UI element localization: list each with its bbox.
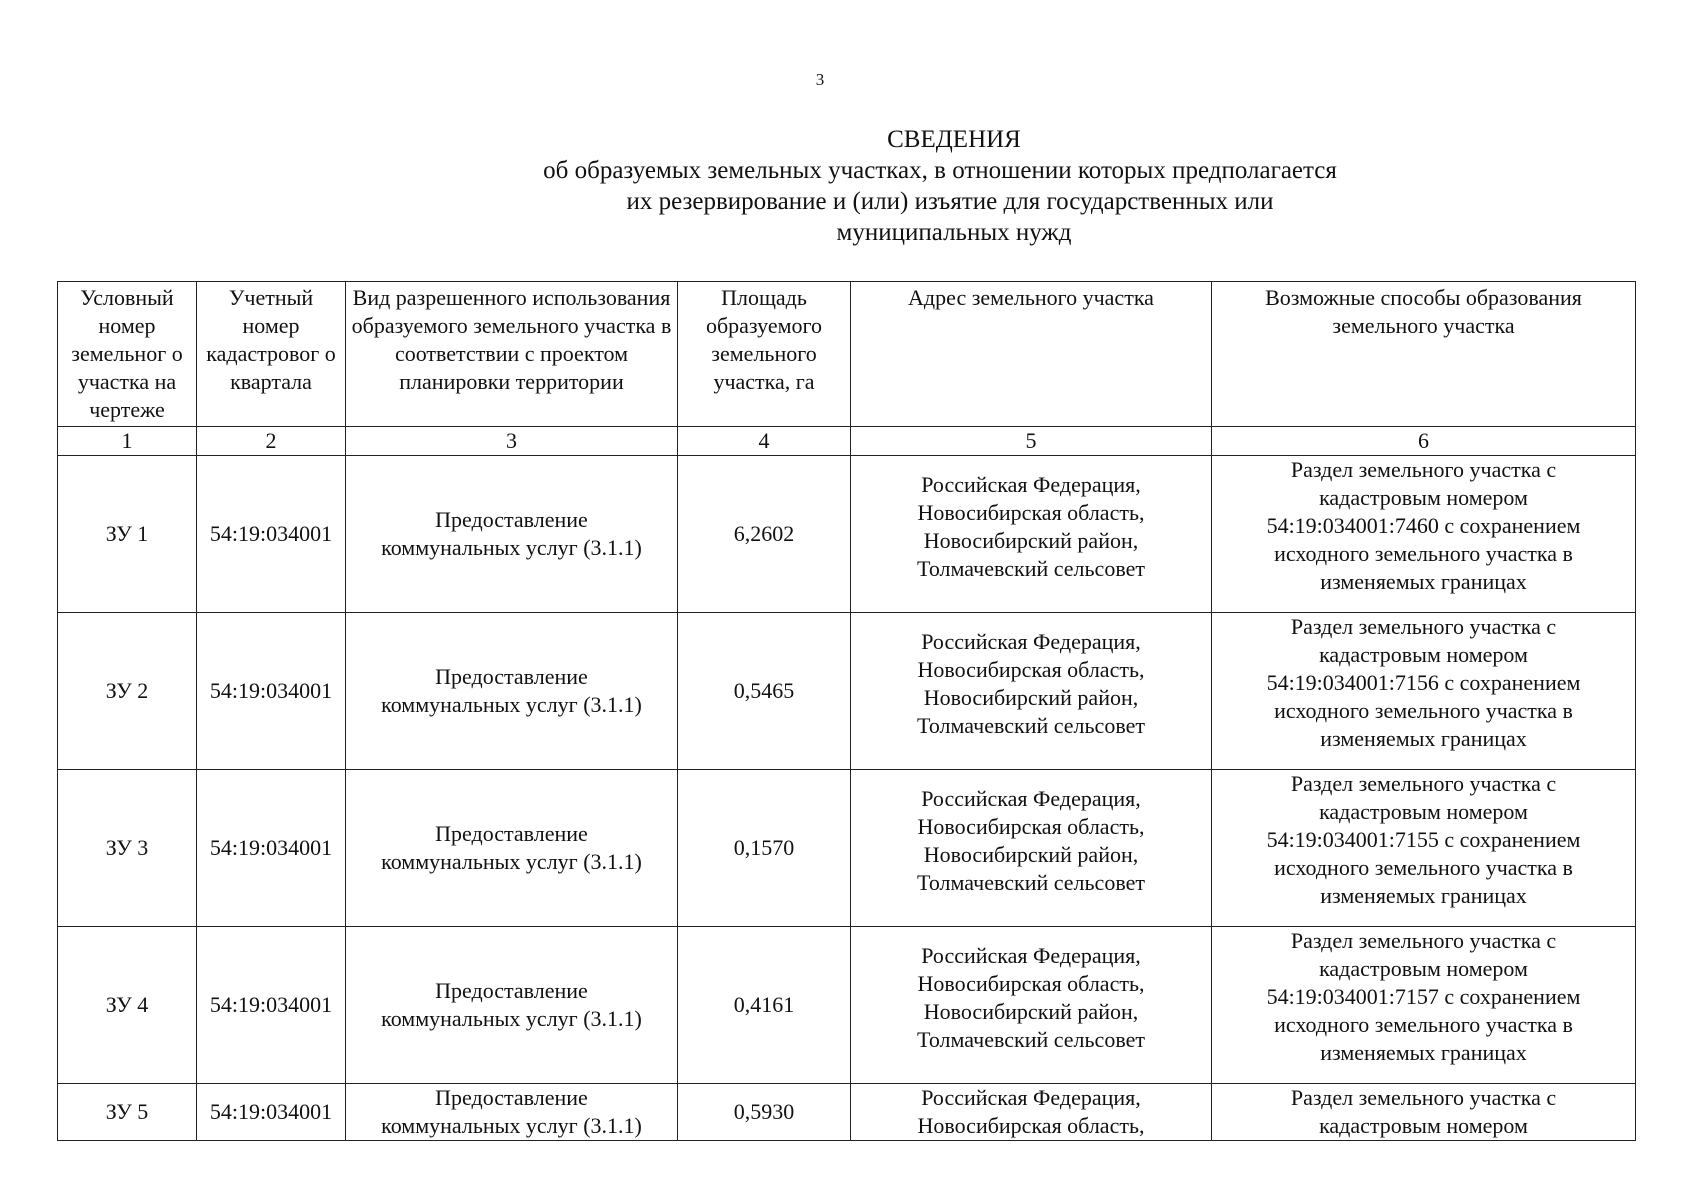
permitted-use-line: Предоставление [435, 821, 588, 846]
formation-method-cell [1212, 1084, 1636, 1141]
formation-method-cell [1212, 613, 1636, 770]
formation-method-line: Раздел земельного участка с [1290, 457, 1557, 482]
page-number: 3 [815, 70, 825, 89]
address-cell [851, 770, 1212, 927]
column-number: 6 [1212, 427, 1636, 456]
formation-method-cell [1212, 770, 1636, 927]
address-line: Новосибирская область, [917, 657, 1145, 682]
address-line: Новосибирский район, [923, 528, 1139, 553]
formation-method-cell [1212, 456, 1636, 613]
cadastral-quarter-cell: 54:19:034001 [197, 770, 346, 927]
formation-method-line: 54:19:034001:7155 с сохранением [1266, 827, 1581, 852]
address-line: Новосибирский район, [923, 685, 1139, 710]
permitted-use-cell [346, 613, 678, 770]
area-cell: 0,5930 [678, 1084, 851, 1141]
address-line: Новосибирская область, [917, 971, 1145, 996]
cadastral-quarter-cell: 54:19:034001 [197, 1084, 346, 1141]
title-heading: СВЕДЕНИЯ [887, 126, 1021, 153]
formation-method-line: Раздел земельного участка с [1290, 1085, 1557, 1110]
cadastral-quarter-cell: 54:19:034001 [197, 456, 346, 613]
header-formation-method: Возможные способы образования земельного участка [1212, 282, 1636, 427]
address-line: Российская Федерация, [921, 472, 1141, 497]
formation-method-line: Раздел земельного участка с [1290, 614, 1557, 639]
header-permitted-use: Вид разрешенного использования образуемого земельного участка в соответствии с проектом планировки территории [346, 282, 678, 427]
formation-method-line: кадастровым номером [1319, 1113, 1528, 1138]
plot-number-cell: ЗУ 5 [58, 1084, 197, 1141]
address-line: Российская Федерация, [921, 786, 1141, 811]
address-line: Новосибирская область, [917, 500, 1145, 525]
address-cell [851, 1084, 1212, 1141]
formation-method-line: изменяемых границах [1320, 1040, 1527, 1065]
address-line: Российская Федерация, [921, 629, 1141, 654]
permitted-use-line: коммунальных услуг (3.1.1) [381, 692, 642, 717]
permitted-use-line: Предоставление [435, 664, 588, 689]
permitted-use-cell [346, 1084, 678, 1141]
formation-method-line: 54:19:034001:7157 с сохранением [1266, 984, 1581, 1009]
address-line: Российская Федерация, [921, 943, 1141, 968]
column-number: 2 [197, 427, 346, 456]
header-cadastral-quarter: Учетный номер кадастровог о квартала [197, 282, 346, 427]
plot-number-cell: ЗУ 1 [58, 456, 197, 613]
formation-method-line: кадастровым номером [1319, 642, 1528, 667]
document-title [400, 124, 1480, 248]
cadastral-quarter-cell: 54:19:034001 [197, 927, 346, 1084]
formation-method-line: изменяемых границах [1320, 569, 1527, 594]
formation-method-line: Раздел земельного участка с [1290, 771, 1557, 796]
permitted-use-cell [346, 456, 678, 613]
formation-method-line: кадастровым номером [1319, 956, 1528, 981]
table-row [58, 770, 1636, 927]
permitted-use-line: Предоставление [435, 978, 588, 1003]
address-line: Новосибирский район, [923, 999, 1139, 1024]
header-address: Адрес земельного участка [851, 282, 1212, 427]
formation-method-line: исходного земельного участка в [1274, 698, 1573, 723]
title-line-3: их резервирование и (или) изъятие для государственных или [626, 188, 1274, 215]
column-number: 4 [678, 427, 851, 456]
formation-method-line: 54:19:034001:7156 с сохранением [1266, 670, 1581, 695]
area-cell: 0,4161 [678, 927, 851, 1084]
formation-method-line: исходного земельного участка в [1274, 1012, 1573, 1037]
plot-number-cell: ЗУ 2 [58, 613, 197, 770]
formation-method-cell [1212, 927, 1636, 1084]
address-line: Толмачевский сельсовет [917, 870, 1145, 895]
table-row [58, 1084, 1636, 1141]
plot-number-cell: ЗУ 3 [58, 770, 197, 927]
address-line: Толмачевский сельсовет [917, 1027, 1145, 1052]
formation-method-line: исходного земельного участка в [1274, 855, 1573, 880]
address-cell [851, 927, 1212, 1084]
title-line-4: муниципальных нужд [836, 219, 1072, 246]
table-row [58, 456, 1636, 613]
area-cell: 0,1570 [678, 770, 851, 927]
permitted-use-line: коммунальных услуг (3.1.1) [381, 1113, 642, 1138]
address-line: Российская Федерация, [921, 1085, 1141, 1110]
address-cell [851, 456, 1212, 613]
cadastral-quarter-cell: 54:19:034001 [197, 613, 346, 770]
permitted-use-line: коммунальных услуг (3.1.1) [381, 849, 642, 874]
formation-method-line: изменяемых границах [1320, 726, 1527, 751]
formation-method-line: исходного земельного участка в [1274, 541, 1573, 566]
formation-method-line: кадастровым номером [1319, 799, 1528, 824]
header-row [58, 282, 1636, 427]
permitted-use-line: Предоставление [435, 1085, 588, 1110]
permitted-use-line: коммунальных услуг (3.1.1) [381, 535, 642, 560]
column-number: 3 [346, 427, 678, 456]
address-line: Новосибирская область, [917, 1113, 1145, 1138]
permitted-use-cell [346, 927, 678, 1084]
address-cell [851, 613, 1212, 770]
header-plot-number: Условный номер земельног о участка на чертеже [58, 282, 197, 427]
column-numbers-row [58, 427, 1636, 456]
area-cell: 6,2602 [678, 456, 851, 613]
title-line-2: об образуемых земельных участках, в отношении которых предполагается [543, 157, 1337, 184]
permitted-use-line: Предоставление [435, 507, 588, 532]
table-row [58, 613, 1636, 770]
address-line: Новосибирская область, [917, 814, 1145, 839]
column-number: 5 [851, 427, 1212, 456]
land-plots-table [57, 281, 1636, 1141]
formation-method-line: изменяемых границах [1320, 883, 1527, 908]
formation-method-line: Раздел земельного участка с [1290, 928, 1557, 953]
formation-method-line: 54:19:034001:7460 с сохранением [1266, 513, 1581, 538]
address-line: Толмачевский сельсовет [917, 713, 1145, 738]
table-row [58, 927, 1636, 1084]
column-number: 1 [58, 427, 197, 456]
area-cell: 0,5465 [678, 613, 851, 770]
permitted-use-cell [346, 770, 678, 927]
header-area: Площадь образуемого земельного участка, га [678, 282, 851, 427]
address-line: Толмачевский сельсовет [917, 556, 1145, 581]
permitted-use-line: коммунальных услуг (3.1.1) [381, 1006, 642, 1031]
formation-method-line: кадастровым номером [1319, 485, 1528, 510]
plot-number-cell: ЗУ 4 [58, 927, 197, 1084]
address-line: Новосибирский район, [923, 842, 1139, 867]
